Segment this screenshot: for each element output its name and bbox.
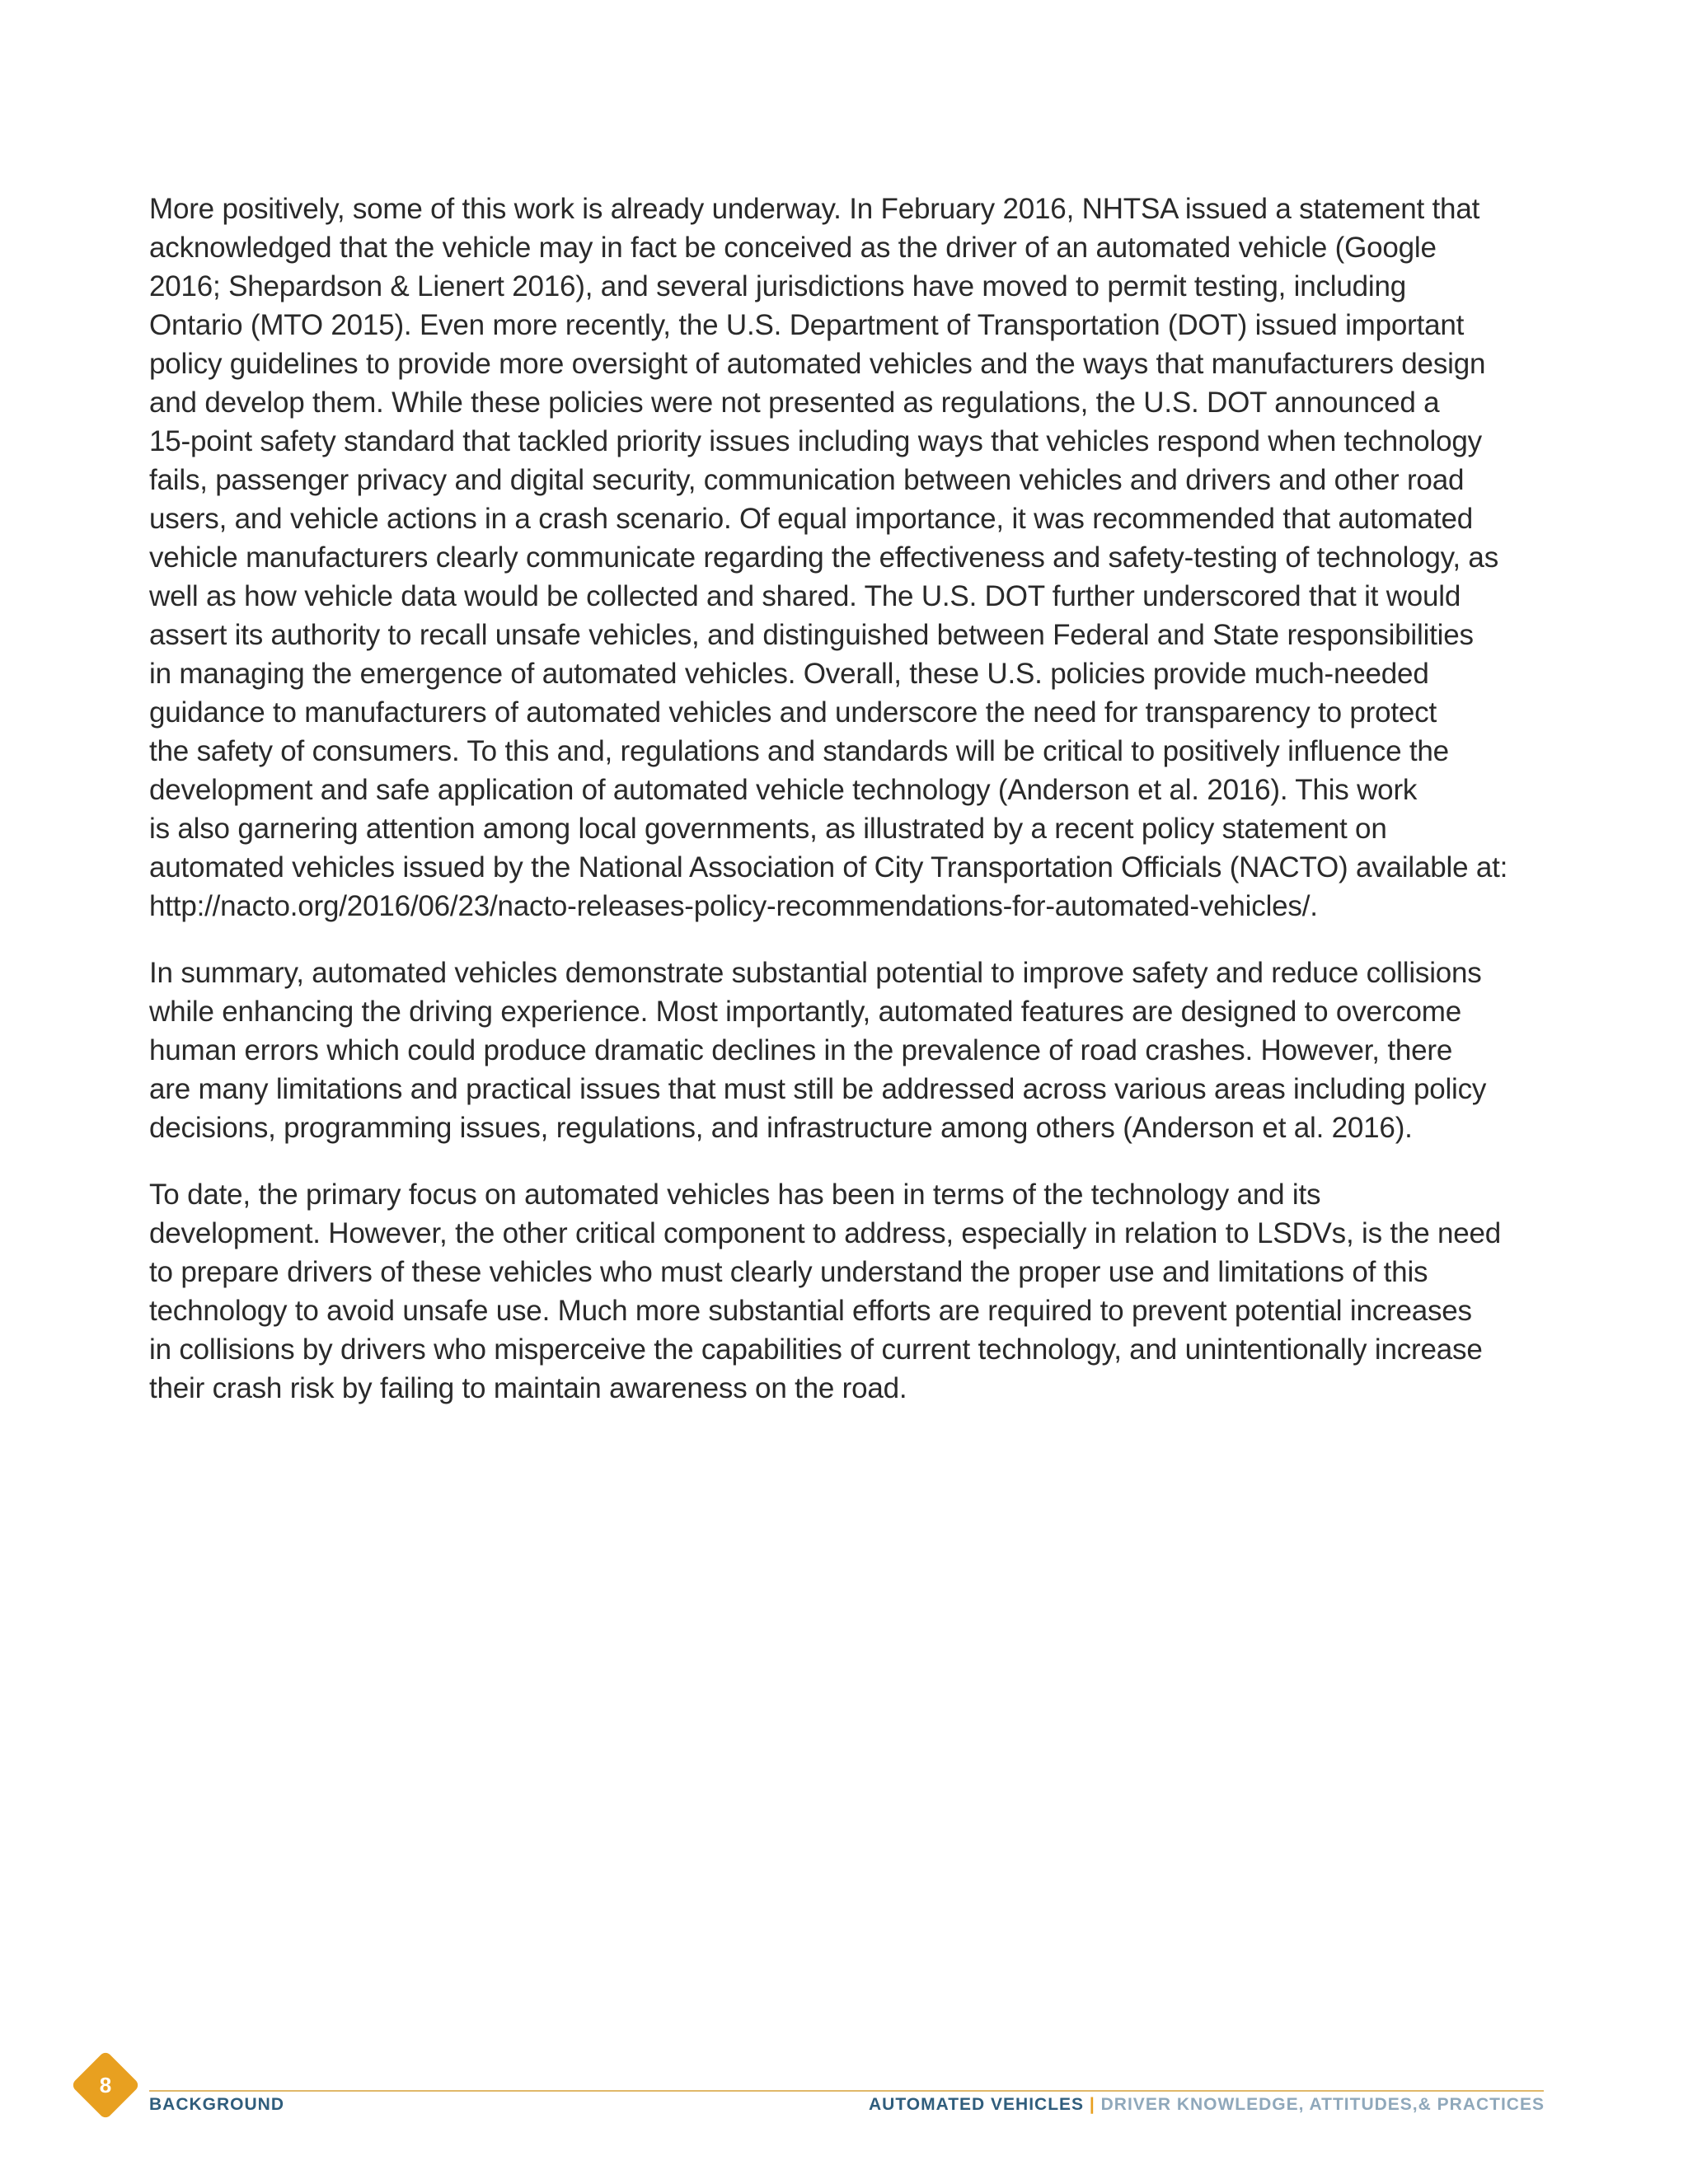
text-line: 2016; Shepardson & Lienert 2016), and several jurisdictions have moved to permit testing, including bbox=[149, 270, 1407, 302]
text-line: are many limitations and practical issues that must still be addressed across various areas including policy bbox=[149, 1073, 1487, 1105]
text-line: to prepare drivers of these vehicles who must clearly understand the proper use and limitations of this bbox=[149, 1256, 1428, 1288]
text-line: assert its authority to recall unsafe vehicles, and distinguished between Federal and State responsibilities bbox=[149, 619, 1474, 651]
text-line: is also garnering attention among local governments, as illustrated by a recent policy statement on bbox=[149, 813, 1387, 845]
footer-title: AUTOMATED VEHICLES bbox=[868, 2095, 1085, 2114]
body-text bbox=[149, 190, 1542, 1436]
text-line: and develop them. While these policies were not presented as regulations, the U.S. DOT announced a bbox=[149, 387, 1440, 419]
text-line: users, and vehicle actions in a crash scenario. Of equal importance, it was recommended that automated bbox=[149, 503, 1474, 535]
text-line: To date, the primary focus on automated vehicles has been in terms of the technology and its bbox=[149, 1179, 1321, 1211]
footer-section-label: BACKGROUND bbox=[149, 2095, 284, 2114]
text-line: in managing the emergence of automated vehicles. Overall, these U.S. policies provide much-needed bbox=[149, 658, 1429, 690]
text-line: fails, passenger privacy and digital security, communication between vehicles and drivers and other road bbox=[149, 464, 1465, 496]
text-line: policy guidelines to provide more oversight of automated vehicles and the ways that manufacturers design bbox=[149, 348, 1486, 380]
text-line: acknowledged that the vehicle may in fact be conceived as the driver of an automated vehicle (Google bbox=[149, 232, 1437, 264]
text-line: the safety of consumers. To this and, regulations and standards will be critical to positively influence the bbox=[149, 735, 1449, 767]
footer-divider bbox=[149, 2090, 1544, 2092]
text-line: guidance to manufacturers of automated vehicles and underscore the need for transparency to protect bbox=[149, 696, 1437, 729]
text-line: development and safe application of automated vehicle technology (Anderson et al. 2016). This work bbox=[149, 774, 1418, 806]
text-line: development. However, the other critical component to address, especially in relation to LSDVs, is the need bbox=[149, 1217, 1502, 1249]
footer-document-title bbox=[869, 2095, 1545, 2115]
text-line: Ontario (MTO 2015). Even more recently, the U.S. Department of Transportation (DOT) issued important bbox=[149, 309, 1465, 341]
paragraph-policy bbox=[149, 190, 1542, 926]
page-number: 8 bbox=[99, 2073, 112, 2097]
text-line: More positively, some of this work is already underway. In February 2016, NHTSA issued a statement that bbox=[149, 193, 1480, 225]
text-line: well as how vehicle data would be collected and shared. The U.S. DOT further underscored that it would bbox=[149, 580, 1461, 612]
text-line: vehicle manufacturers clearly communicate regarding the effectiveness and safety-testing of technology, as bbox=[149, 541, 1498, 574]
text-line: while enhancing the driving experience. Most importantly, automated features are designed to overcome bbox=[149, 996, 1462, 1028]
text-line: human errors which could produce dramatic declines in the prevalence of road crashes. However, there bbox=[149, 1034, 1453, 1066]
text-line: automated vehicles issued by the National Association of City Transportation Officials (NACTO) available at: bbox=[149, 851, 1508, 883]
text-line: their crash risk by failing to maintain awareness on the road. bbox=[149, 1372, 907, 1404]
paragraph-drivers bbox=[149, 1175, 1542, 1408]
text-line: In summary, automated vehicles demonstrate substantial potential to improve safety and reduce collisions bbox=[149, 957, 1482, 989]
text-line: decisions, programming issues, regulations, and infrastructure among others (Anderson et al. 2016). bbox=[149, 1112, 1413, 1144]
paragraph-summary bbox=[149, 954, 1542, 1147]
footer-separator: | bbox=[1089, 2095, 1095, 2114]
text-line: 15-point safety standard that tackled priority issues including ways that vehicles respond when technology bbox=[149, 425, 1482, 457]
text-line: in collisions by drivers who misperceive the capabilities of current technology, and unintentionally increase bbox=[149, 1333, 1483, 1366]
footer-subtitle: DRIVER KNOWLEDGE, ATTITUDES,& PRACTICES bbox=[1100, 2095, 1545, 2114]
text-line-url: http://nacto.org/2016/06/23/nacto-releases-policy-recommendations-for-automated-vehicles/. bbox=[149, 890, 1318, 922]
text-line: technology to avoid unsafe use. Much more substantial efforts are required to prevent potential increases bbox=[149, 1295, 1472, 1327]
